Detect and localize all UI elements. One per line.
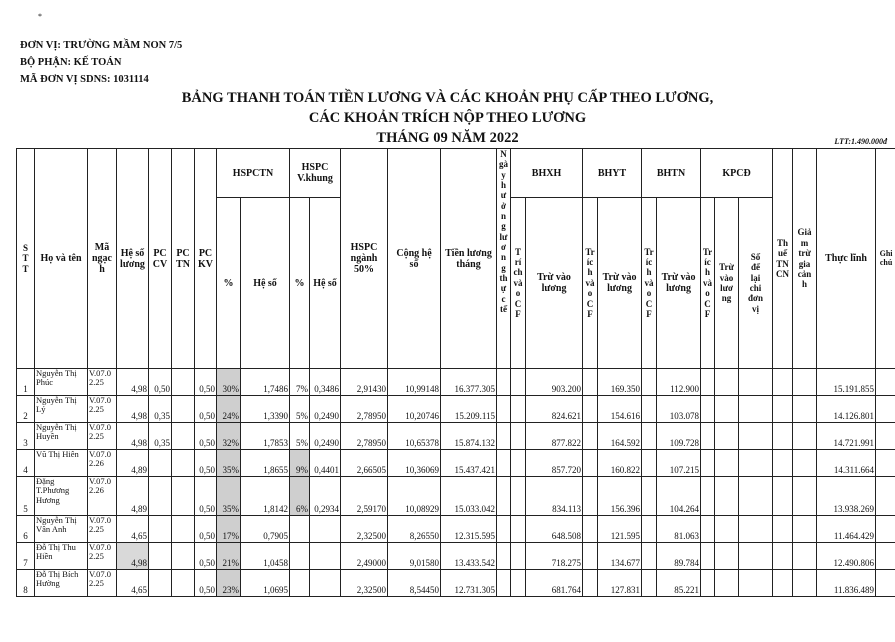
- cell-pctn: [172, 369, 195, 396]
- cell-hs_vk: 0,2490: [310, 423, 341, 450]
- cell-heso: 4,98: [117, 396, 149, 423]
- cell-cong: 8,54450: [388, 570, 441, 597]
- cell-empty-c3: [642, 396, 657, 423]
- cell-thuc: 14.721.991: [817, 423, 876, 450]
- cell-empty-d: [497, 570, 511, 597]
- payroll-table: [16, 148, 895, 597]
- cell-code: V.07.0 2.25: [88, 423, 117, 450]
- col-hspc-vk: HSPC V.khung: [290, 149, 341, 198]
- cell-hs_vk: 0,2490: [310, 396, 341, 423]
- cell-empty-k1: [715, 450, 739, 477]
- cell-pct_tn: 17%: [217, 516, 241, 543]
- cell-empty-c1: [511, 477, 526, 516]
- cell-thuc: 11.464.429: [817, 516, 876, 543]
- cell-bhxh: 648.508: [526, 516, 583, 543]
- cell-empty-k1: [715, 477, 739, 516]
- cell-empty-d: [497, 477, 511, 516]
- department: BỘ PHẬN: KẾ TOÁN: [20, 57, 122, 68]
- cell-empty-c3: [642, 450, 657, 477]
- scan-mark: *: [38, 12, 42, 21]
- col-bhyt: BHYT: [583, 149, 642, 198]
- cell-bhtn: 107.215: [657, 450, 701, 477]
- cell-pct_tn: 24%: [217, 396, 241, 423]
- col-pckv: PC KV: [195, 149, 217, 369]
- table-row: [17, 369, 895, 396]
- col-hspc-nganh: HSPC ngành 50%: [341, 149, 388, 369]
- cell-empty-c4: [701, 516, 715, 543]
- cell-name: Đỗ Thị Bích Hường: [35, 570, 88, 597]
- cell-cong: 10,36069: [388, 450, 441, 477]
- cell-cong: 10,99148: [388, 369, 441, 396]
- cell-empty-n: [876, 423, 895, 450]
- cell-pccv: [149, 450, 172, 477]
- cell-empty-c4: [701, 396, 715, 423]
- col-bhtn-cf: Tr íc h và o C F: [642, 198, 657, 369]
- unit-name: ĐƠN VỊ: TRƯỜNG MẦM NON 7/5: [20, 40, 183, 51]
- cell-stt: 3: [17, 423, 35, 450]
- cell-pccv: 0,50: [149, 369, 172, 396]
- cell-empty-t: [773, 543, 793, 570]
- cell-stt: 1: [17, 369, 35, 396]
- cell-nganh: 2,66505: [341, 450, 388, 477]
- cell-thuc: 11.836.489: [817, 570, 876, 597]
- cell-pccv: [149, 543, 172, 570]
- cell-empty-c4: [701, 543, 715, 570]
- cell-empty-c3: [642, 543, 657, 570]
- cell-stt: 6: [17, 516, 35, 543]
- cell-hs_tn: 1,0458: [241, 543, 290, 570]
- cell-empty-t: [773, 369, 793, 396]
- cell-tien: 16.377.305: [441, 369, 497, 396]
- col-stt: S T T: [17, 149, 35, 369]
- cell-empty-g: [793, 543, 817, 570]
- cell-name: Đỗ Thị Thu Hiền: [35, 543, 88, 570]
- cell-pct_vk: 5%: [290, 396, 310, 423]
- base-salary-note: LTT:1.490.000đ: [834, 137, 887, 146]
- cell-empty-k2: [739, 450, 773, 477]
- cell-empty-k1: [715, 423, 739, 450]
- cell-pct_tn: 30%: [217, 369, 241, 396]
- cell-empty-c1: [511, 570, 526, 597]
- cell-thuc: 12.490.806: [817, 543, 876, 570]
- cell-thuc: 15.191.855: [817, 369, 876, 396]
- cell-empty-c4: [701, 450, 715, 477]
- cell-empty-g: [793, 450, 817, 477]
- cell-empty-k2: [739, 516, 773, 543]
- cell-pccv: [149, 477, 172, 516]
- cell-empty-c1: [511, 516, 526, 543]
- cell-empty-t: [773, 396, 793, 423]
- cell-empty-t: [773, 423, 793, 450]
- cell-cong: 8,26550: [388, 516, 441, 543]
- cell-code: V.07.0 2.25: [88, 396, 117, 423]
- cell-hs_tn: 1,7853: [241, 423, 290, 450]
- cell-empty-c2: [583, 450, 598, 477]
- cell-pctn: [172, 396, 195, 423]
- cell-empty-c2: [583, 369, 598, 396]
- cell-bhyt: 160.822: [598, 450, 642, 477]
- cell-pccv: 0,35: [149, 423, 172, 450]
- cell-thuc: 14.126.801: [817, 396, 876, 423]
- cell-tien: 15.209.115: [441, 396, 497, 423]
- cell-nganh: 2,78950: [341, 396, 388, 423]
- cell-cong: 10,08929: [388, 477, 441, 516]
- cell-code: V.07.0 2.25: [88, 543, 117, 570]
- cell-stt: 2: [17, 396, 35, 423]
- cell-pckv: 0,50: [195, 570, 217, 597]
- cell-empty-t: [773, 450, 793, 477]
- cell-nganh: 2,59170: [341, 477, 388, 516]
- cell-empty-c1: [511, 423, 526, 450]
- cell-pckv: 0,50: [195, 516, 217, 543]
- col-vk-pct: %: [290, 198, 310, 369]
- cell-empty-d: [497, 396, 511, 423]
- col-hspctn-coef: Hệ số: [241, 198, 290, 369]
- cell-empty-d: [497, 369, 511, 396]
- cell-tien: 15.033.042: [441, 477, 497, 516]
- cell-pct_tn: 32%: [217, 423, 241, 450]
- cell-empty-k2: [739, 369, 773, 396]
- cell-pckv: 0,50: [195, 369, 217, 396]
- cell-code: V.07.0 2.25: [88, 369, 117, 396]
- cell-pctn: [172, 570, 195, 597]
- cell-empty-c2: [583, 477, 598, 516]
- cell-empty-t: [773, 570, 793, 597]
- cell-pct_vk: [290, 570, 310, 597]
- cell-pctn: [172, 477, 195, 516]
- table-row: [17, 570, 895, 597]
- cell-stt: 7: [17, 543, 35, 570]
- cell-heso: 4,89: [117, 450, 149, 477]
- cell-bhyt: 121.595: [598, 516, 642, 543]
- cell-bhtn: 112.900: [657, 369, 701, 396]
- cell-tien: 15.437.421: [441, 450, 497, 477]
- cell-empty-k2: [739, 396, 773, 423]
- cell-empty-c3: [642, 516, 657, 543]
- cell-empty-n: [876, 450, 895, 477]
- cell-pctn: [172, 450, 195, 477]
- budget-code: MÃ ĐƠN VỊ SDNS: 1031114: [20, 74, 149, 85]
- cell-empty-k1: [715, 543, 739, 570]
- cell-empty-d: [497, 543, 511, 570]
- cell-cong: 9,01580: [388, 543, 441, 570]
- cell-bhxh: 834.113: [526, 477, 583, 516]
- cell-heso: 4,89: [117, 477, 149, 516]
- cell-tien: 13.433.542: [441, 543, 497, 570]
- cell-hs_tn: 1,8142: [241, 477, 290, 516]
- cell-empty-c4: [701, 570, 715, 597]
- cell-hs_vk: [310, 543, 341, 570]
- cell-empty-n: [876, 516, 895, 543]
- cell-empty-t: [773, 477, 793, 516]
- cell-pct_tn: 21%: [217, 543, 241, 570]
- table-row: [17, 423, 895, 450]
- cell-pct_vk: 9%: [290, 450, 310, 477]
- cell-bhyt: 169.350: [598, 369, 642, 396]
- cell-tien: 12.315.595: [441, 516, 497, 543]
- cell-bhxh: 877.822: [526, 423, 583, 450]
- cell-bhtn: 103.078: [657, 396, 701, 423]
- cell-hs_tn: 1,7486: [241, 369, 290, 396]
- col-kpcd-cf: Tr íc h và o C F: [701, 198, 715, 369]
- cell-empty-k2: [739, 543, 773, 570]
- cell-thuc: 14.311.664: [817, 450, 876, 477]
- cell-empty-c2: [583, 423, 598, 450]
- cell-pccv: 0,35: [149, 396, 172, 423]
- cell-stt: 5: [17, 477, 35, 516]
- cell-name: Đặng T.Phương Hương: [35, 477, 88, 516]
- cell-bhxh: 681.764: [526, 570, 583, 597]
- cell-empty-c1: [511, 396, 526, 423]
- cell-pct_tn: 35%: [217, 477, 241, 516]
- cell-pckv: 0,50: [195, 450, 217, 477]
- cell-hs_tn: 1,0695: [241, 570, 290, 597]
- cell-empty-c2: [583, 396, 598, 423]
- table-row: [17, 516, 895, 543]
- cell-pccv: [149, 570, 172, 597]
- doc-title-line1: BẢNG THANH TOÁN TIỀN LƯƠNG VÀ CÁC KHOẢN PHỤ CẤP THEO LƯƠNG,: [181, 90, 714, 106]
- cell-empty-k1: [715, 396, 739, 423]
- col-vk-coef: Hệ số: [310, 198, 341, 369]
- cell-empty-n: [876, 477, 895, 516]
- cell-name: Vũ Thị Hiên: [35, 450, 88, 477]
- cell-cong: 10,20746: [388, 396, 441, 423]
- cell-empty-c1: [511, 543, 526, 570]
- cell-bhyt: 156.396: [598, 477, 642, 516]
- cell-empty-g: [793, 369, 817, 396]
- cell-code: V.07.0 2.25: [88, 516, 117, 543]
- cell-tien: 15.874.132: [441, 423, 497, 450]
- cell-bhtn: 81.063: [657, 516, 701, 543]
- cell-empty-n: [876, 543, 895, 570]
- cell-bhxh: 903.200: [526, 369, 583, 396]
- table-row: [17, 543, 895, 570]
- cell-bhyt: 154.616: [598, 396, 642, 423]
- cell-pctn: [172, 543, 195, 570]
- cell-pctn: [172, 516, 195, 543]
- cell-hs_tn: 0,7905: [241, 516, 290, 543]
- cell-empty-k1: [715, 516, 739, 543]
- cell-empty-n: [876, 570, 895, 597]
- cell-hs_tn: 1,8655: [241, 450, 290, 477]
- table-row: [17, 477, 895, 516]
- cell-pct_vk: [290, 516, 310, 543]
- cell-empty-t: [773, 516, 793, 543]
- cell-bhyt: 134.677: [598, 543, 642, 570]
- cell-bhyt: 127.831: [598, 570, 642, 597]
- cell-name: Nguyễn Thị Lý: [35, 396, 88, 423]
- cell-heso: 4,98: [117, 543, 149, 570]
- cell-empty-c4: [701, 369, 715, 396]
- cell-pckv: 0,50: [195, 423, 217, 450]
- col-monthly-salary: Tiền lương tháng: [441, 149, 497, 369]
- cell-bhxh: 824.621: [526, 396, 583, 423]
- cell-empty-c2: [583, 570, 598, 597]
- cell-empty-g: [793, 423, 817, 450]
- cell-heso: 4,65: [117, 516, 149, 543]
- cell-pckv: 0,50: [195, 477, 217, 516]
- cell-pccv: [149, 516, 172, 543]
- table-row: [17, 450, 895, 477]
- col-name: Họ và tên: [35, 149, 88, 369]
- cell-name: Nguyễn Thị Phúc: [35, 369, 88, 396]
- cell-pct_vk: 6%: [290, 477, 310, 516]
- cell-code: V.07.0 2.26: [88, 477, 117, 516]
- col-net-pay: Thực lĩnh: [817, 149, 876, 369]
- cell-hs_vk: 0,4401: [310, 450, 341, 477]
- col-bhxh-cf: T rí ch và o C F: [511, 198, 526, 369]
- cell-empty-d: [497, 423, 511, 450]
- col-kpcd-salary: Trừ vào lươ ng: [715, 198, 739, 369]
- cell-bhtn: 85.221: [657, 570, 701, 597]
- cell-empty-c3: [642, 369, 657, 396]
- col-deduction: Giả m trừ gia cản h: [793, 149, 817, 369]
- cell-nganh: 2,78950: [341, 423, 388, 450]
- col-bhtn-salary: Trừ vào lương: [657, 198, 701, 369]
- cell-empty-k2: [739, 477, 773, 516]
- cell-empty-c4: [701, 477, 715, 516]
- col-tax: Th uế TN CN: [773, 149, 793, 369]
- cell-code: V.07.0 2.25: [88, 570, 117, 597]
- cell-nganh: 2,91430: [341, 369, 388, 396]
- cell-tien: 12.731.305: [441, 570, 497, 597]
- cell-pckv: 0,50: [195, 543, 217, 570]
- cell-pctn: [172, 423, 195, 450]
- col-hspctn: HSPCTN: [217, 149, 290, 198]
- cell-thuc: 13.938.269: [817, 477, 876, 516]
- cell-empty-k1: [715, 570, 739, 597]
- cell-bhxh: 718.275: [526, 543, 583, 570]
- cell-empty-c3: [642, 477, 657, 516]
- cell-empty-c3: [642, 423, 657, 450]
- cell-pckv: 0,50: [195, 396, 217, 423]
- col-actual-days: N gà y h ư ở n g lư ơ n g th ự c tế: [497, 149, 511, 369]
- cell-heso: 4,98: [117, 423, 149, 450]
- cell-empty-d: [497, 450, 511, 477]
- cell-empty-c3: [642, 570, 657, 597]
- cell-pct_tn: 35%: [217, 450, 241, 477]
- col-code: Mã ngạc h: [88, 149, 117, 369]
- doc-title-line2: CÁC KHOẢN TRÍCH NỘP THEO LƯƠNG: [308, 110, 587, 126]
- cell-heso: 4,65: [117, 570, 149, 597]
- cell-empty-g: [793, 516, 817, 543]
- col-pctn: PC TN: [172, 149, 195, 369]
- cell-empty-c2: [583, 516, 598, 543]
- cell-hs_vk: [310, 570, 341, 597]
- cell-bhxh: 857.720: [526, 450, 583, 477]
- cell-empty-g: [793, 477, 817, 516]
- cell-cong: 10,65378: [388, 423, 441, 450]
- col-bhyt-salary: Trừ vào lương: [598, 198, 642, 369]
- col-bhxh-salary: Trừ vào lương: [526, 198, 583, 369]
- cell-nganh: 2,32500: [341, 516, 388, 543]
- cell-empty-n: [876, 369, 895, 396]
- col-kpcd-retained: Số để lại chi đơn vị: [739, 198, 773, 369]
- cell-bhyt: 164.592: [598, 423, 642, 450]
- cell-hs_tn: 1,3390: [241, 396, 290, 423]
- cell-nganh: 2,49000: [341, 543, 388, 570]
- col-hspctn-pct: %: [217, 198, 241, 369]
- cell-code: V.07.0 2.26: [88, 450, 117, 477]
- cell-nganh: 2,32500: [341, 570, 388, 597]
- cell-heso: 4,98: [117, 369, 149, 396]
- cell-pct_vk: [290, 543, 310, 570]
- cell-empty-k2: [739, 570, 773, 597]
- cell-empty-g: [793, 396, 817, 423]
- cell-pct_vk: 7%: [290, 369, 310, 396]
- cell-empty-c1: [511, 450, 526, 477]
- col-kpcd: KPCĐ: [701, 149, 773, 198]
- cell-hs_vk: 0,2934: [310, 477, 341, 516]
- cell-name: Nguyễn Thị Vân Anh: [35, 516, 88, 543]
- col-total-coef: Cộng hệ số: [388, 149, 441, 369]
- cell-empty-c2: [583, 543, 598, 570]
- cell-empty-d: [497, 516, 511, 543]
- table-row: [17, 396, 895, 423]
- cell-empty-c1: [511, 369, 526, 396]
- cell-empty-n: [876, 396, 895, 423]
- col-bhtn: BHTN: [642, 149, 701, 198]
- cell-pct_vk: 5%: [290, 423, 310, 450]
- doc-title-line3: THÁNG 09 NĂM 2022: [376, 130, 519, 146]
- col-bhxh: BHXH: [511, 149, 583, 198]
- cell-empty-k1: [715, 369, 739, 396]
- cell-bhtn: 104.264: [657, 477, 701, 516]
- cell-empty-g: [793, 570, 817, 597]
- cell-bhtn: 89.784: [657, 543, 701, 570]
- cell-stt: 4: [17, 450, 35, 477]
- cell-hs_vk: 0,3486: [310, 369, 341, 396]
- cell-stt: 8: [17, 570, 35, 597]
- cell-hs_vk: [310, 516, 341, 543]
- col-pccv: PC CV: [149, 149, 172, 369]
- col-notes: Ghi chú: [876, 149, 895, 369]
- cell-pct_tn: 23%: [217, 570, 241, 597]
- cell-bhtn: 109.728: [657, 423, 701, 450]
- col-coef: Hệ số lương: [117, 149, 149, 369]
- cell-empty-c4: [701, 423, 715, 450]
- col-bhyt-cf: Tr íc h và o C F: [583, 198, 598, 369]
- cell-name: Nguyễn Thị Huyền: [35, 423, 88, 450]
- cell-empty-k2: [739, 423, 773, 450]
